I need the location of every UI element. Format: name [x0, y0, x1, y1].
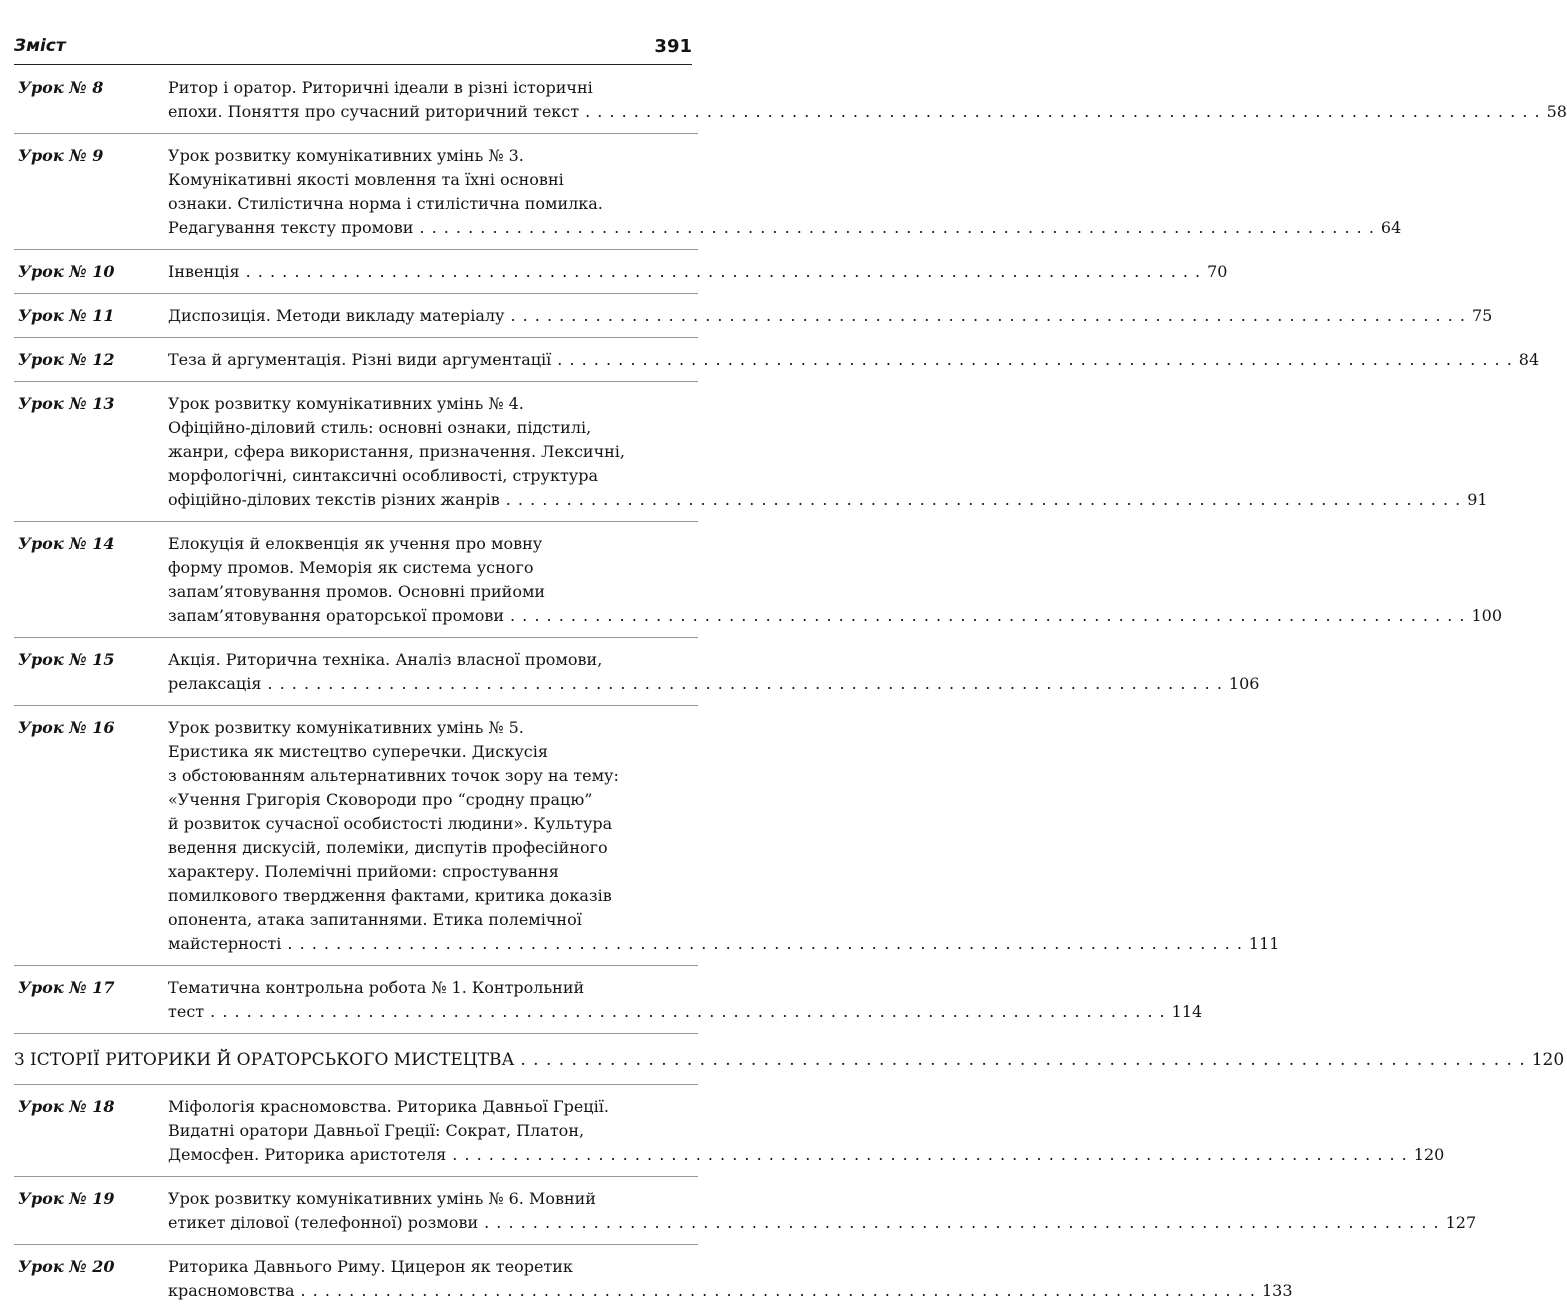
toc-entry-last-line [168, 260, 1228, 284]
toc-entry-text [168, 392, 1488, 512]
toc-entry-page-number: 64 [1380, 218, 1402, 237]
toc-entry [14, 1177, 1477, 1245]
toc-entry-page-number: 133 [1261, 1281, 1293, 1300]
toc-entry-line: форму промов. Меморія як система усного [168, 558, 534, 577]
toc-entry-line: запам’ятовування ораторської промови [168, 606, 504, 625]
toc-entry [14, 338, 1540, 382]
toc-entry-label: Урок № 17 [18, 978, 115, 997]
toc-entry-page-number: 120 [1413, 1145, 1445, 1164]
toc-entry-line: Інвенція [168, 262, 240, 281]
toc-entry [14, 250, 1228, 294]
section-title: З ІСТОРІЇ РИТОРИКИ Й ОРАТОРСЬКОГО МИСТЕЦТВА [14, 1050, 515, 1070]
dot-leader: . . . . . . . . . . . . . . . . . . . . . . . . . . . . . . . . . . . . . . . . . . . . . . . . . . . . . . . . . . . . . . . . . . . . . . . . . . . . . . . [520, 1050, 1526, 1070]
table-of-contents [14, 66, 1567, 1312]
toc-entry-text [168, 648, 1260, 696]
dot-leader: . . . . . . . . . . . . . . . . . . . . . . . . . . . . . . . . . . . . . . . . . . . . . . . . . . . . . . . . . . . . . . . . . . . . . . . . . . . . . . . [557, 350, 1513, 369]
toc-entry-label: Урок № 12 [18, 350, 115, 369]
toc-entry-line: Риторика Давнього Риму. Цицерон як теоретик [168, 1257, 573, 1276]
dot-leader: . . . . . . . . . . . . . . . . . . . . . . . . . . . . . . . . . . . . . . . . . . . . . . . . . . . . . . . . . . . . . . . . . . . . . . . . . . . . . . . [585, 102, 1541, 121]
toc-entry-text [168, 976, 1203, 1024]
toc-entry-text [168, 76, 1567, 124]
toc-entry-line: ведення дискусій, полеміки, диспутів професійного [168, 838, 608, 857]
section-line [14, 1048, 1565, 1072]
toc-entry-label: Урок № 9 [18, 146, 104, 165]
toc-entry-line: епохи. Поняття про сучасний риторичний текст [168, 102, 580, 121]
toc-entry-line: Видатні оратори Давньої Греції: Сократ, Платон, [168, 1121, 585, 1140]
toc-entry-line: з обстоюванням альтернативних точок зору на тему: [168, 766, 619, 785]
toc-entry-label: Урок № 13 [18, 394, 115, 413]
toc-entry-last-line [168, 304, 1493, 328]
toc-entry-line: Урок розвитку комунікативних умінь № 6. Мовний [168, 1189, 596, 1208]
toc-entry-last-line [168, 604, 1503, 628]
toc-entry-page-number: 106 [1228, 674, 1260, 693]
toc-entry [14, 638, 1260, 706]
section-page-number: 120 [1531, 1050, 1565, 1070]
toc-entry-line: етикет ділової (телефонної) розмови [168, 1213, 479, 1232]
toc-entry-last-line [168, 100, 1567, 124]
toc-entry-last-line [168, 932, 1280, 956]
toc-entry-line: запам’ятовування промов. Основні прийоми [168, 582, 546, 601]
toc-entry [14, 294, 1493, 338]
dot-leader: . . . . . . . . . . . . . . . . . . . . . . . . . . . . . . . . . . . . . . . . . . . . . . . . . . . . . . . . . . . . . . . . . . . . . . . . . . . . . . . [419, 218, 1375, 237]
toc-entry-last-line [168, 488, 1488, 512]
toc-entry-line: Акція. Риторична техніка. Аналіз власної промови, [168, 650, 603, 669]
toc-entry-text [168, 1095, 1445, 1167]
toc-entry-last-line [168, 348, 1540, 372]
dot-leader: . . . . . . . . . . . . . . . . . . . . . . . . . . . . . . . . . . . . . . . . . . . . . . . . . . . . . . . . . . . . . . . . . . . . . . . . . . . . . . . [245, 262, 1202, 281]
toc-entry-text [168, 1255, 1293, 1303]
toc-entry-line: Ритор і оратор. Риторичні ідеали в різні історичні [168, 78, 593, 97]
toc-entry-line: Урок розвитку комунікативних умінь № 3. [168, 146, 524, 165]
toc-entry-page-number: 58 [1546, 102, 1567, 121]
toc-entry-line: Урок розвитку комунікативних умінь № 5. [168, 718, 524, 737]
toc-entry-text [168, 260, 1228, 284]
toc-entry-line: Диспозиція. Методи викладу матеріалу [168, 306, 505, 325]
toc-entry-page-number: 91 [1467, 490, 1488, 509]
toc-entry [14, 706, 1280, 966]
toc-entry-line: й розвиток сучасної особистості людини». Культура [168, 814, 613, 833]
toc-entry-line: Офіційно-діловий стиль: основні ознаки, підстилі, [168, 418, 592, 437]
toc-entry-line: характеру. Полемічні прийоми: спростування [168, 862, 559, 881]
dot-leader: . . . . . . . . . . . . . . . . . . . . . . . . . . . . . . . . . . . . . . . . . . . . . . . . . . . . . . . . . . . . . . . . . . . . . . . . . . . . . . . [210, 1002, 1166, 1021]
toc-entry-last-line [168, 1279, 1293, 1303]
toc-entry-line: майстерності [168, 934, 282, 953]
dot-leader: . . . . . . . . . . . . . . . . . . . . . . . . . . . . . . . . . . . . . . . . . . . . . . . . . . . . . . . . . . . . . . . . . . . . . . . . . . . . . . . [287, 934, 1243, 953]
toc-entry-line: тест [168, 1002, 205, 1021]
toc-entry-page-number: 127 [1445, 1213, 1477, 1232]
toc-entry-text [168, 1187, 1477, 1235]
toc-entry-line: жанри, сфера використання, призначення. Лексичні, [168, 442, 626, 461]
toc-entry-line: помилкового твердження фактами, критика доказів [168, 886, 612, 905]
toc-entry-label: Урок № 8 [18, 78, 104, 97]
toc-entry-label: Урок № 10 [18, 262, 115, 281]
toc-entry-line: Демосфен. Риторика аристотеля [168, 1145, 447, 1164]
dot-leader: . . . . . . . . . . . . . . . . . . . . . . . . . . . . . . . . . . . . . . . . . . . . . . . . . . . . . . . . . . . . . . . . . . . . . . . . . . . . . . . [510, 606, 1466, 625]
toc-entry-text [168, 144, 1402, 240]
toc-entry-line: Теза й аргументація. Різні види аргументації [168, 350, 552, 369]
toc-entry-last-line [168, 1211, 1477, 1235]
toc-entry-page-number: 70 [1207, 262, 1228, 281]
header-page-number: 391 [654, 36, 692, 57]
toc-entry-label: Урок № 16 [18, 718, 115, 737]
dot-leader: . . . . . . . . . . . . . . . . . . . . . . . . . . . . . . . . . . . . . . . . . . . . . . . . . . . . . . . . . . . . . . . . . . . . . . . . . . . . . . . [505, 490, 1462, 509]
toc-entry-page-number: 75 [1471, 306, 1493, 325]
toc-entry-text [168, 304, 1493, 328]
header-title: Зміст [14, 36, 66, 56]
dot-leader: . . . . . . . . . . . . . . . . . . . . . . . . . . . . . . . . . . . . . . . . . . . . . . . . . . . . . . . . . . . . . . . . . . . . . . . . . . . . . . . [267, 674, 1223, 693]
toc-entry [14, 66, 1567, 134]
toc-entry-line: офіційно-ділових текстів різних жанрів [168, 490, 500, 509]
toc-entry-last-line [168, 672, 1260, 696]
toc-entry-text [168, 532, 1503, 628]
toc-entry-line: Комунікативні якості мовлення та їхні основні [168, 170, 564, 189]
toc-entry-label: Урок № 20 [18, 1257, 115, 1276]
toc-entry-line: Міфологія красномовства. Риторика Давньої Греції. [168, 1097, 609, 1116]
toc-entry [14, 382, 1488, 522]
toc-entry-line: красномовства [168, 1281, 295, 1300]
toc-entry-line: Еристика як мистецтво суперечки. Дискусія [168, 742, 548, 761]
dot-leader: . . . . . . . . . . . . . . . . . . . . . . . . . . . . . . . . . . . . . . . . . . . . . . . . . . . . . . . . . . . . . . . . . . . . . . . . . . . . . . . [452, 1145, 1408, 1164]
toc-entry [14, 522, 1503, 638]
toc-entry-page-number: 84 [1518, 350, 1540, 369]
toc-entry-text [168, 716, 1280, 956]
toc-entry [14, 1245, 1293, 1312]
toc-entry-last-line [168, 1143, 1445, 1167]
toc-entry-last-line [168, 1000, 1203, 1024]
toc-entry-label: Урок № 14 [18, 534, 115, 553]
toc-section-heading [14, 1034, 1565, 1085]
toc-entry-label: Урок № 19 [18, 1189, 115, 1208]
toc-entry-text [168, 348, 1540, 372]
toc-entry-line: Елокуція й елоквенція як учення про мовну [168, 534, 543, 553]
toc-entry-line: ознаки. Стилістична норма і стилістична помилка. [168, 194, 603, 213]
toc-entry-label: Урок № 18 [18, 1097, 115, 1116]
toc-entry [14, 134, 1402, 250]
page-header [14, 34, 692, 65]
toc-entry-line: Тематична контрольна робота № 1. Контрольний [168, 978, 585, 997]
toc-entry-label: Урок № 11 [18, 306, 115, 325]
toc-entry-line: релаксація [168, 674, 262, 693]
toc-entry [14, 966, 1203, 1034]
toc-entry-line: Урок розвитку комунікативних умінь № 4. [168, 394, 524, 413]
toc-entry-line: «Учення Григорія Сковороди про “сродну працю” [168, 790, 593, 809]
toc-entry-page-number: 111 [1248, 934, 1280, 953]
dot-leader: . . . . . . . . . . . . . . . . . . . . . . . . . . . . . . . . . . . . . . . . . . . . . . . . . . . . . . . . . . . . . . . . . . . . . . . . . . . . . . . [484, 1213, 1440, 1232]
toc-entry [14, 1085, 1445, 1177]
dot-leader: . . . . . . . . . . . . . . . . . . . . . . . . . . . . . . . . . . . . . . . . . . . . . . . . . . . . . . . . . . . . . . . . . . . . . . . . . . . . . . . [300, 1281, 1256, 1300]
toc-entry-line: Редагування тексту промови [168, 218, 414, 237]
toc-entry-label: Урок № 15 [18, 650, 115, 669]
dot-leader: . . . . . . . . . . . . . . . . . . . . . . . . . . . . . . . . . . . . . . . . . . . . . . . . . . . . . . . . . . . . . . . . . . . . . . . . . . . . . . . [510, 306, 1466, 325]
toc-entry-line: морфологічні, синтаксичні особливості, структура [168, 466, 598, 485]
toc-entry-line: опонента, атака запитаннями. Етика полемічної [168, 910, 582, 929]
toc-entry-page-number: 114 [1171, 1002, 1203, 1021]
toc-entry-last-line [168, 216, 1402, 240]
toc-entry-page-number: 100 [1471, 606, 1503, 625]
